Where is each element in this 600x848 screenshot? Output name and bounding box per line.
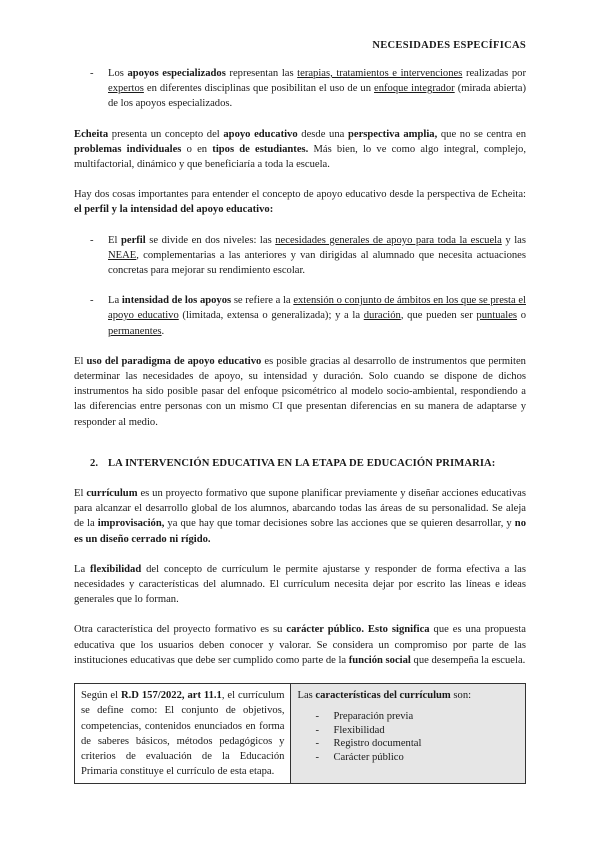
paragraph-dos-cosas: Hay dos cosas importantes para entender el concepto de apoyo educativo desde la perspectiva de Echeita: el perfil y la intensidad del apoyo educativo: [74,189,526,216]
curriculum-characteristics-cell [291,684,526,784]
apoyos-list [74,66,526,112]
curriculum-table [74,683,526,784]
section-title: LA INTERVENCIÓN EDUCATIVA EN LA ETAPA DE EDUCACIÓN PRIMARIA: [108,457,496,469]
paragraph-paradigma: El uso del paradigma de apoyo educativo es posible gracias al desarrollo de instrumentos que permiten determinar las necesidades de apoyo, su intensidad y duración. Solo cuando se dispone de dichos instrumentos ha sido posible pasar del enfoque psicométrico al modelo socio-ambiental, respondiendo a las diferencias entre personas con un mismo CI que presentan diferencias en su manera de adaptarse y responder al medio. [74,355,526,428]
perfil-intensidad-list [74,233,526,339]
list-item: - Registro documental [297,737,519,751]
paragraph-curriculum: El currículum es un proyecto formativo que supone planificar previamente y diseñar acciones educativas para alcanzar el desarrollo global de los alumnos, abarcando todas las áreas de su personalidad. Se aleja de la improvisación, ya que hay que tomar decisiones sobre las acciones que se quieren desarrollar, y no es un diseño cerrado ni rígido. [74,488,526,545]
list-item-intensidad: - La intensidad de los apoyos se refiere a la extensión o conjunto de ámbitos en los que se presta el apoyo educativo (limitada, extensa o generalizada); y a la duración, que pueden ser puntuales o permanentes. [74,293,526,339]
characteristics-intro: Las características del currículum son: [297,690,472,702]
paragraph-caracter-publico: Otra característica del proyecto formativo es su carácter público. Esto significa que es una propuesta educativa que los usuarios deben conocer y valorar. Se considera un compromiso por parte de las instituciones educativas que debe ser cumplido como parte de la función social que desempeña la escuela. [74,624,526,666]
list-item-apoyos-especializados: - Los apoyos especializados representan las terapias, tratamientos e intervenciones realizadas por expertos en diferentes disciplinas que posibilitan el uso de un enfoque integrador (mirada abierta) de los apoyos especializados. [74,66,526,112]
page-header-title: NECESIDADES ESPECÍFICAS [372,40,526,51]
list-item: - Flexibilidad [297,724,519,738]
section-2-heading [74,456,526,471]
paragraph-echeita: Echeita presenta un concepto del apoyo educativo desde una perspectiva amplia, que no se centra en problemas individuales o en tipos de estudiantes. Más bien, lo ve como algo integral, complejo, multifactorial, dinámico y que beneficiaría a toda la escuela. [74,128,526,171]
characteristics-list [297,710,519,764]
document-body [74,66,526,784]
paragraph-flexibilidad: La flexibilidad del concepto de currículum le permite ajustarse y responder de forma efectiva a las necesidades y características del alumnado. El currículum necesita dejar por escrito las líneas e ideas generales que lo forman. [74,563,526,606]
section-number: 2. [90,457,99,469]
list-item-perfil: - El perfil se divide en dos niveles: las necesidades generales de apoyo para toda la escuela y las NEAE, complementarias a las anteriores y van dirigidas al alumnado que necesita actuaciones concretas para mejorar su rendimiento escolar. [74,233,526,279]
curriculum-definition-cell: Según el R.D 157/2022, art 11.1, el currículum se define como: El conjunto de objetivos, competencias, contenidos enunciados en forma de saberes básicos, métodos pedagógicos y criterios de evaluación de la Educación Primaria constituye el currículo de esta etapa. [75,684,291,784]
list-item: - Carácter público [297,751,519,765]
list-item: - Preparación previa [297,710,519,724]
